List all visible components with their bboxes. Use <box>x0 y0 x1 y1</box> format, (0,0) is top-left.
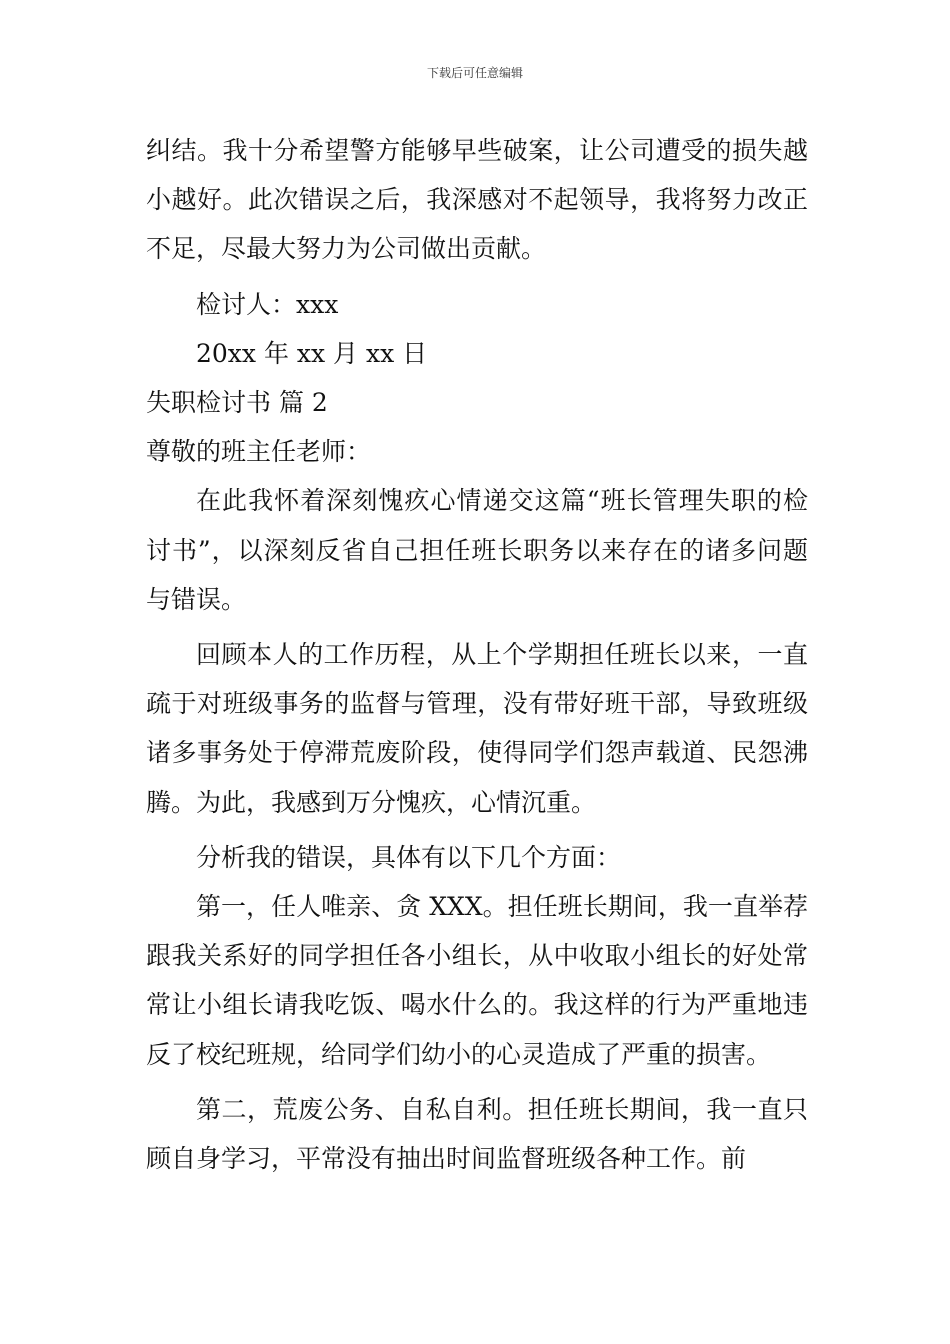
date-line: 20xx 年 xx 月 xx 日 <box>196 338 428 368</box>
paragraph-point-two: 第二，荒废公务、自私自利。担任班长期间，我一直只顾自身学习，平常没有抽出时间监督班级各种工作。前 <box>146 1094 808 1174</box>
signature-line: 检讨人：xxx <box>196 289 339 319</box>
paragraph-point-one: 第一，任人唯亲、贪 XXX。担任班长期间，我一直举荐跟我关系好的同学担任各小组长，从中收取小组长的好处常常让小组长请我吃饭、喝水什么的。我这样的行为严重地违反了校纪班规，给同学们幼小的心灵造成了严重的损害。 <box>146 892 808 1069</box>
section-title: 失职检讨书 篇 2 <box>146 388 328 418</box>
paragraph-intro: 在此我怀着深刻愧疚心情递交这篇“班长管理失职的检讨书”，以深刻反省自己担任班长职务以来存在的诸多问题与错误。 <box>146 486 808 614</box>
paragraph-review: 回顾本人的工作历程，从上个学期担任班长以来，一直疏于对班级事务的监督与管理，没有带好班干部，导致班级诸多事务处于停滞荒废阶段，使得同学们怨声载道、民怨沸腾。为此，我感到万分愧疚，心情沉重。 <box>146 640 808 817</box>
page-header-note: 下载后可任意编辑 <box>426 66 523 80</box>
paragraph-closing: 纠结。我十分希望警方能够早些破案，让公司遭受的损失越小越好。此次错误之后，我深感对不起领导，我将努力改正不足，尽最大努力为公司做出贡献。 <box>146 136 808 264</box>
document-body <box>146 126 808 1183</box>
salutation: 尊敬的班主任老师： <box>146 437 372 467</box>
paragraph-analysis: 分析我的错误，具体有以下几个方面： <box>196 842 622 872</box>
